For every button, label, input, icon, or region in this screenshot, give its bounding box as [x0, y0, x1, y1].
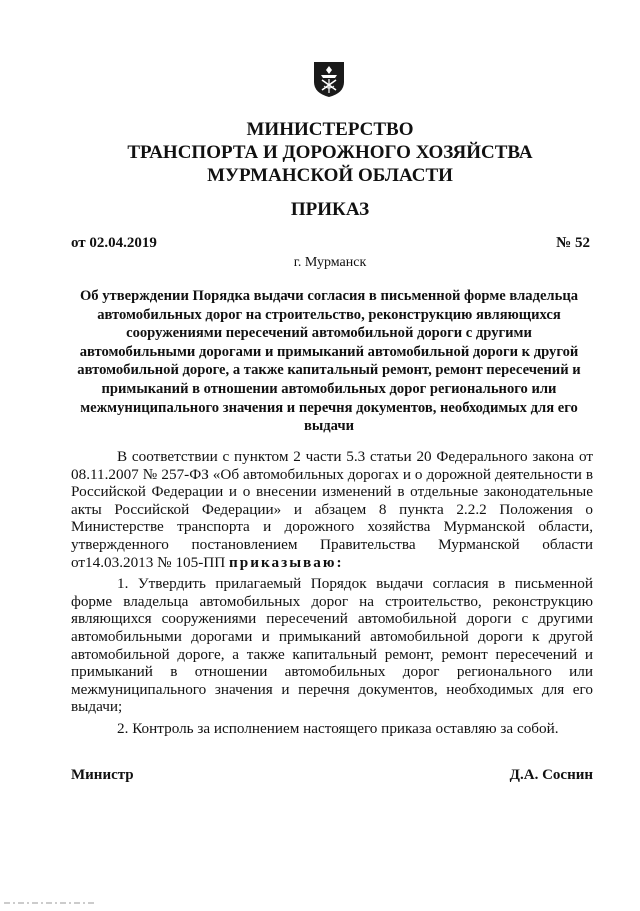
ministry-line-3: МУРМАНСКОЙ ОБЛАСТИ — [207, 165, 453, 186]
order-item-1: 1. Утвердить прилагаемый Порядок выдачи согласия в письменной форме владельца автомобильных дорог на строительство, реконструкцию являющихся сооружениями пересечений автомобильной дороги с другими автомобильными дорогами и примыканий автомобильной дороги к другой автомобильной дороге, а также капитальный ремонт, ремонт пересечений и примыканий в отношении автомобильных дорог регионального или межмуниципального значения и перечня документов, необходимых для его выдачи; — [71, 575, 593, 716]
order-subject: Об утверждении Порядка выдачи согласия в письменной форме владельца автомобильных дорог на строительство, реконструкцию являющихся сооружениями пересечений автомобильной дороги с другими автомобильными дорогами и примыканий автомобильной дороги к другой автомобильной дороге, а также капитальный ремонт, ремонт пересечений и примыканий в отношении автомобильных дорог регионального или межмуниципального значения и перечня документов, необходимых для его выдачи — [77, 288, 581, 435]
signer-position: Министр — [71, 767, 134, 783]
signer-name: Д.А. Соснин — [509, 767, 593, 783]
preamble-text: В соответствии с пунктом 2 части 5.3 статьи 20 Федерального закона от 08.11.2007 № 257-ФЗ «Об автомобильных дорогах и о дорожной деятельности в Российской Федерации и о внесении изменений в отдельные законодательные акты Российской Федерации» и абзацем 8 пункта 2.2.2 Положения о Министерстве транспорта и дорожного хозяйства Мурманской области, утвержденного постановлением Правительства Мурманской области от14.03.2013 № 105-ПП — [71, 448, 593, 571]
order-date: от 02.04.2019 — [71, 235, 157, 251]
document-title: ПРИКАЗ — [290, 199, 370, 220]
preamble-paragraph — [71, 448, 593, 571]
ministry-line-1: МИНИСТЕРСТВО — [246, 119, 414, 140]
coat-of-arms-icon — [312, 60, 346, 98]
ministry-line-2: ТРАНСПОРТА И ДОРОЖНОГО ХОЗЯЙСТВА — [127, 142, 533, 163]
ministry-name — [0, 118, 640, 187]
order-number: № 52 — [556, 235, 590, 251]
order-item-2: 2. Контроль за исполнением настоящего приказа оставляю за собой. — [117, 719, 559, 737]
order-city: г. Мурманск — [293, 255, 367, 270]
order-word: приказываю: — [229, 553, 344, 571]
order-body — [71, 448, 593, 738]
footer-divider — [4, 893, 94, 899]
